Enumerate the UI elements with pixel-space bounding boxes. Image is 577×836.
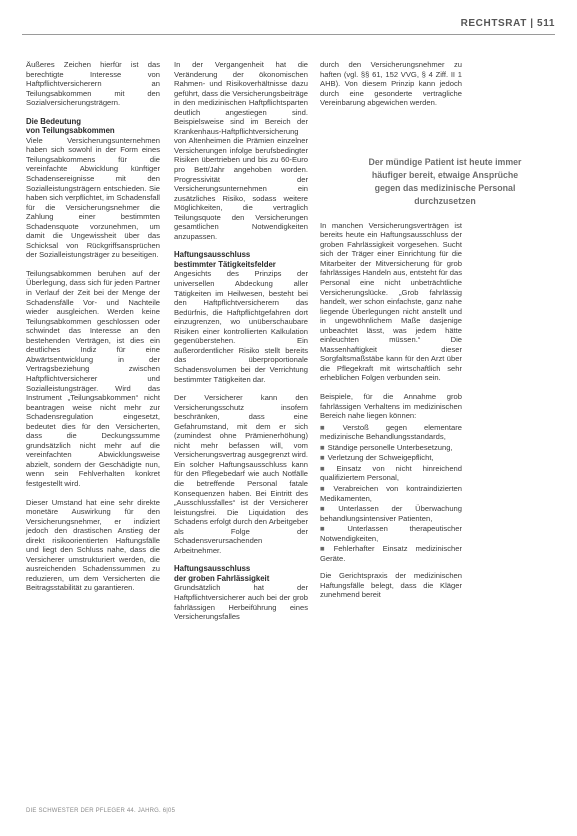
page-header	[22, 18, 555, 35]
paragraph: durch den Versicherungsnehmer zu haften (vgl. §§ 61, 152 VVG, § 4 Ziff. II 1 AHB). Von diesem Prinzip kann jedoch durch eine gesonderte vertragliche Vereinbarung abgewichen werden.	[320, 60, 462, 108]
list-item: ■ Ständige personelle Unterbesetzung,	[320, 442, 453, 452]
text-column-1	[26, 60, 160, 602]
list-item: ■ Einsatz von nicht hinreichend qualifiziertem Personal,	[320, 463, 462, 483]
page-footer: DIE SCHWESTER DER PFLEGER 44. JAHRG. 6|05	[26, 808, 176, 814]
list-item: ■ Unterlassen therapeutischer Notwendigkeiten,	[320, 524, 462, 543]
list-item: ■ Verabreichen von kontraindizierten Medikamenten,	[320, 483, 462, 503]
paragraph: Angesichts des Prinzips der universellen Abdeckung aller Tätigkeiten im Heilwesen, besteht bei den Haftpflichtversicherern das Bedürfnis, die Haftpflichtgefahren dort einzugrenzen, wo unüberschaubare Risiken einer kontrollierten Kalkulation gegenüberstehen. Ein außerordentlicher Risiko stellt bereits das überproportionale Schadensvolumen bei der Verrichtung bestimmter Tätigkeiten dar.	[174, 269, 308, 384]
square-bullet-icon: ■	[320, 442, 325, 452]
section-title: RECHTSRAT | 511	[460, 18, 555, 29]
list-item: ■ Verletzung der Schweigepflicht,	[320, 453, 434, 463]
subheading: bestimmter Tätigkeitsfelder	[174, 259, 276, 269]
text-column-2	[174, 60, 308, 631]
list-item: ■ Unterlassen der Überwachung behandlungsintensiver Patienten,	[320, 504, 462, 523]
subheading: der groben Fahrlässigkeit	[174, 573, 270, 583]
paragraph: In der Vergangenheit hat die Veränderung der ökonomischen Rahmen- und Risikoverhältnisse dazu geführt, dass die Versicherungsbeiträge in den medizinischen Haftpflichtsparten deutlich angestiegen sind. Beispielsweise sind im Bereich der Krankenhaus-Haftpflichtversicherung von Altenheimen die Prämien einzelner Versicherungen infolge berufsbedingter Risiken übertrieben und bis zu 60-Euro pro Bett/Jahr angehoben worden. Progressivität der Versicherungsunternehmen ein zusätzliches Risiko, sodass weitere Möglichkeiten, die vertraglich Teilungsquote den Versicherungen gesamtlichen Notwendigkeiten anzupassen.	[174, 60, 308, 241]
square-bullet-icon: ■	[320, 483, 331, 493]
pull-quote: Der mündige Patient ist heute immer häufiger bereit, etwaige Ansprüche gegen das medizinische Personal durchzusetzen	[368, 157, 522, 206]
subheading: Haftungsausschluss	[174, 564, 251, 574]
subheading: Haftungsausschluss	[174, 250, 251, 260]
list-item: ■ Verstoß gegen elementare medizinische Behandlungsstandards,	[320, 422, 462, 442]
text-column-3	[320, 60, 462, 609]
subheading: von Teilungsabkommen	[26, 126, 115, 136]
square-bullet-icon: ■	[320, 544, 331, 554]
square-bullet-icon: ■	[320, 463, 334, 473]
square-bullet-icon: ■	[320, 422, 340, 432]
paragraph: Der Versicherer kann den Versicherungsschutz insofern beschränken, dass eine Gefahrumstand, mit dem er sich (zumindest ohne Prämienerhöhung) nicht mehr befassen will, vom Versicherungsvertrag ausgegrenzt wird. Ein solcher Haftungsausschluss kann für den Pflegebedarf wie auch Notfälle die betreffende Personal fatale Konsequenzen haben. Bei Eintritt des „Ausschlussfalles“ ist der Versicherer leistungsfrei. Die Liquidation des Schadens erfolgt durch den Arbeitgeber als Folge der Schadensverursachenden Arbeitnehmer.	[174, 393, 308, 555]
paragraph: Teilungsabkommen beruhen auf der Überlegung, dass sich für jeden Partner in Verlauf der Zeit bei der Menge der Schadensfälle Vor- und Nachteile wieder ausgleichen. Werden keine Teilungsabkommen geschlossen oder schwindet das Interesse an den bestehenden Verträgen, ist dies ein deutliches Indiz für eine Abwärtsentwicklung in der Vertragsbeziehung zwischen Haftpflichtversicherer und Sozialleistungsträger. Wird das Instrument „Teilungsabkommen“ nicht beantragen weise nicht mehr zur Schadensregulation eingesetzt, bedeutet dies für den Versicherten, dass die Deckungssumme grundsätzlich nicht mehr auf die vereinfachten Abwicklungsweise abzielt, sondern der Geschädigte nun, wenn sein Fehlverhalten konkret festgestellt wird.	[26, 268, 160, 488]
paragraph: Dieser Umstand hat eine sehr direkte monetäre Auswirkung für den Versicherungsnehmer, er indiziert jedoch den drastischen Anstieg der direkt risikoorientierten Haftungsfälle und liegt den Schluss nahe, dass die Versicherer umstrukturiert werden, die ausreichenden Schadenssummen zu reduzieren, um dem Versicherten die Beitragsstabilität zu garantieren.	[26, 497, 160, 593]
list-item: ■ Fehlerhafter Einsatz medizinischer Geräte.	[320, 544, 462, 563]
paragraph: Grundsätzlich hat der Haftpflichtversicherer auch bei der grob fahrlässigen Herbeiführung eines Versicherungsfalles	[174, 583, 308, 622]
square-bullet-icon: ■	[320, 524, 345, 534]
bullet-list	[320, 423, 462, 564]
subheading: Die Bedeutung	[26, 116, 82, 126]
paragraph: Viele Versicherungsunternehmen haben sich sowohl in der Form eines Teilungsabkommens für die vereinfachte Abwicklung künftiger Schadensereignisse mit den Sozialleistungsträgern entschieden. Sie haben sich verpflichtet, im Schadensfall für die Versicherungsnehmer die Zahlung einer bestimmten Schadensquote vorzunehmen, um damit die Ungewissheit über das Schicksal von Rückgriffsansprüchen der Sozialleistungsträger zu beseitigen.	[26, 135, 160, 260]
paragraph: Beispiele, für die Annahme grob fahrlässigen Verhaltens im medizinischen Bereich nahe liegen können:	[320, 392, 462, 421]
paragraph: In manchen Versicherungsverträgen ist bereits heute ein Haftungsausschluss der groben Fahrlässigkeit vorgesehen. Sucht sich der Träger einer Einrichtung für die Mitarbeiter der Mitversicherung für grob fahrlässiges Handeln aus, entsteht für das Personal eine nicht unbeträchtliche Versicherungslücke. „Grob fahrlässig handelt, wer schon einfachste, ganz nahe liegende Überlegungen nicht anstellt und in ungewöhnlichem Maße dasjenige unbeachtet lässt, was jedem hätte einleuchten müssen.“ Die Massenhaftigkeit dieser Sorgfaltsmaßstäbe kann für den Arzt über die Pflegekraft mit wirtschaftlich sehr erheblichen Folgen verbunden sein.	[320, 220, 462, 383]
square-bullet-icon: ■	[320, 453, 325, 463]
paragraph: Äußeres Zeichen hierfür ist das berechtigte Interesse von Haftpflichtversicherern an Teilungsabkommen mit den Sozialversicherungsträgern.	[26, 60, 160, 108]
square-bullet-icon: ■	[320, 504, 336, 514]
paragraph: Die Gerichtspraxis der medizinischen Haftungsfälle belegt, dass die Kläger zunehmend bereit	[320, 571, 462, 600]
